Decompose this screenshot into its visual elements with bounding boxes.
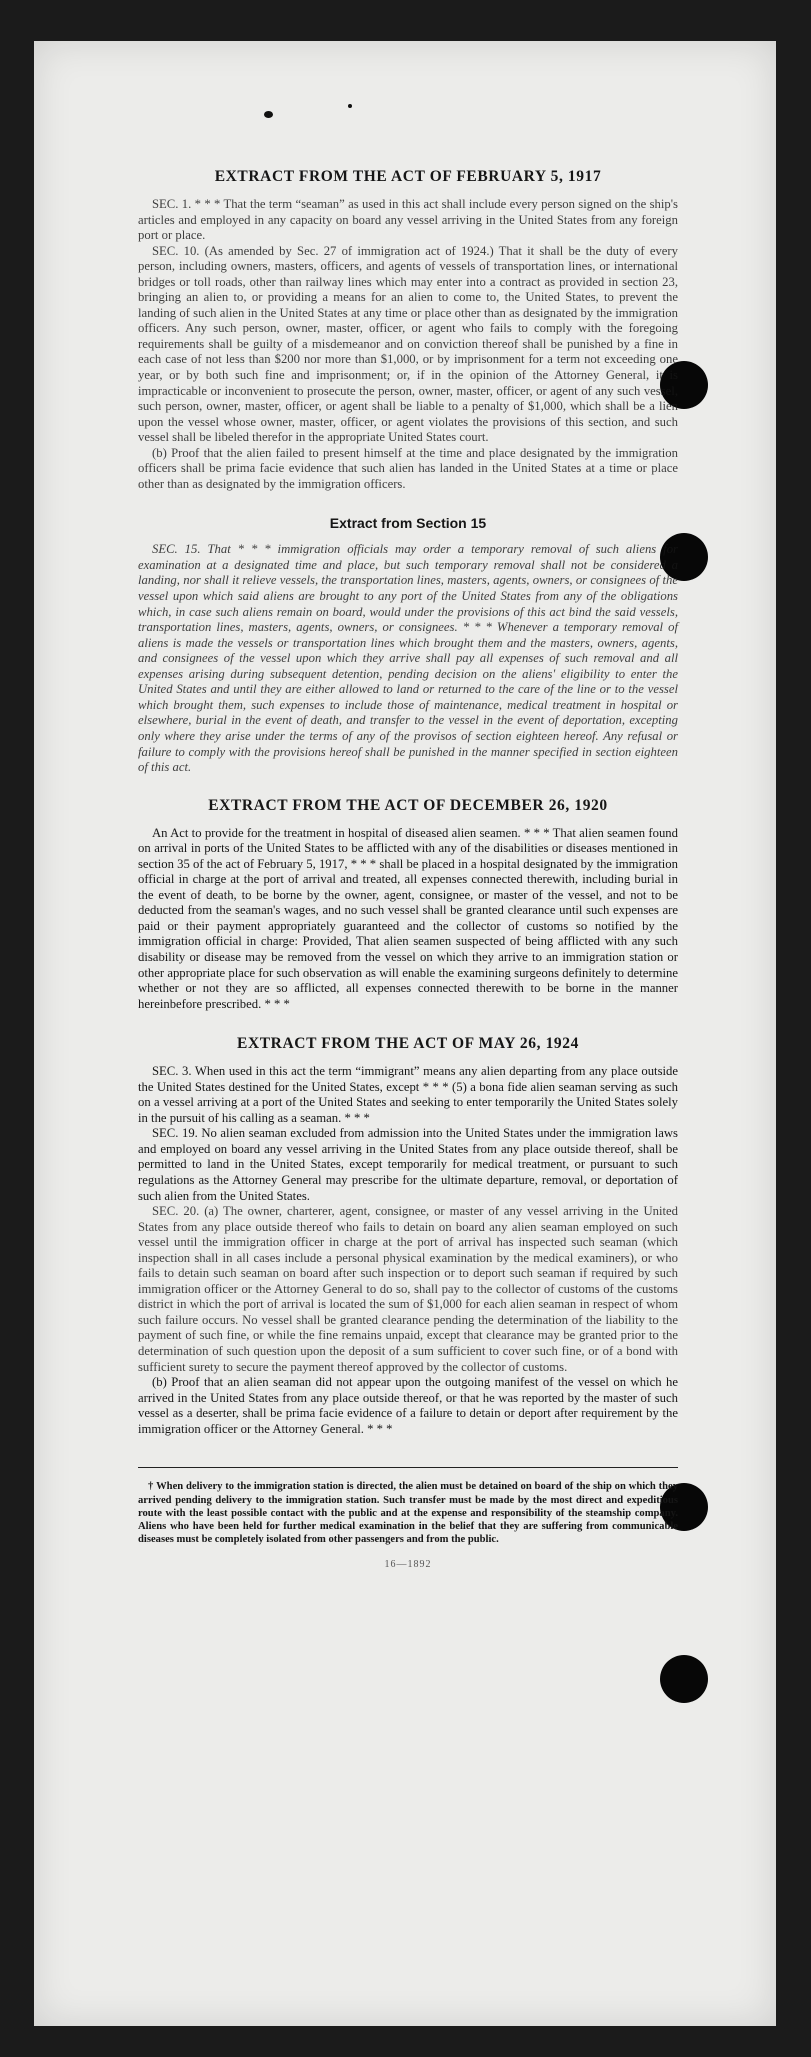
punch-hole (660, 1655, 708, 1703)
section-heading: EXTRACT FROM THE ACT OF MAY 26, 1924 (237, 1035, 579, 1053)
section-act-1917 (138, 167, 678, 492)
paragraph: SEC. 20. (a) The owner, charterer, agent, consignee, or master of any vessel arriving in the United States from any place outside thereof who fails to detain on board any alien seaman employed on such vessel until the immigration officer in charge at the port of arrival has inspected such seaman (which inspection shall in all cases include a personal physical examination by the medical examiners), or who fails to detain such seaman on board after such inspection or to deport such seaman if required by such immigration officer or the Attorney General to do so, shall pay to the collector of customs of the customs district in which the port of arrival is located the sum of $1,000 for each alien seaman in respect of whom such failure occurs. No vessel shall be granted clearance pending the determination of the liability to the payment of such fine, or while the fine remains unpaid, except that clearance may be granted prior to the determination of such question upon the deposit of a sum sufficient to cover such fine, or of a bond with sufficient surety to secure the payment thereof approved by the collector of customs. (138, 1204, 678, 1374)
page-code: 16—1892 (384, 1558, 432, 1570)
paragraph: SEC. 19. No alien seaman excluded from admission into the United States under the immigration laws and employed on board any vessel arriving in the United States from any place outside thereof, shall be permitted to land in the United States, except temporarily for medical treatment, or pursuant to such regulations as the Attorney General may prescribe for the ultimate departure, removal, or deportation of such alien from the United States. (138, 1126, 678, 1203)
section-extract-15 (138, 514, 678, 775)
section-heading: EXTRACT FROM THE ACT OF FEBRUARY 5, 1917 (214, 168, 602, 185)
section-heading: Extract from Section 15 (329, 515, 487, 532)
ink-speck (264, 111, 273, 118)
document-page (34, 41, 776, 2026)
section-act-1924 (138, 1034, 678, 1437)
paragraph: An Act to provide for the treatment in hospital of diseased alien seamen. * * * That alien seamen found on arrival in ports of the United States to be afflicted with any of the disabilities or diseases mentioned in section 35 of the act of February 5, 1917, * * * shall be placed in a hospital designated by the immigration official in charge at the port of arrival and treated, all expenses connected therewith, including burial in the event of death, to be borne by the owner, agent, consignee, or master of the vessel, and not to be deducted from the seaman's wages, and no such vessel shall be granted clearance until such expenses are paid or their payment appropriately guaranteed and the collector of customs so notified by the immigration official in charge: Provided, That alien seamen suspected of being afflicted with any such disability or disease may be removed from the vessel on which they arrive to an immigration station or other appropriate place for such observation as will enable the examining surgeons definitely to determine whether or not they are so afflicted, all expenses connected therewith to be borne in the manner hereinbefore prescribed. * * * (138, 825, 678, 1011)
paragraph: (b) Proof that the alien failed to present himself at the time and place designated by the immigration officers shall be prima facie evidence that such alien has landed in the United States at a time or place other than as designated by the immigration officers. (138, 445, 678, 491)
footnote-divider (138, 1467, 678, 1468)
paragraph: SEC. 3. When used in this act the term “immigrant” means any alien departing from any place outside the United States destined for the United States, except * * * (5) a bona fide alien seaman serving as such on a vessel arriving at a port of the United States and seeking to enter temporarily the United States solely in the pursuit of his calling as a seaman. * * * (138, 1064, 678, 1125)
paragraph: (b) Proof that an alien seaman did not appear upon the outgoing manifest of the vessel on which he arrived in the United States from any place outside thereof, or that he was reported by the master of such vessel as a deserter, shall be prima facie evidence of a failure to detain or deport after requirement by the immigration officer or the Attorney General. * * * (138, 1375, 678, 1436)
paragraph: SEC. 15. That * * * immigration officials may order a temporary removal of such aliens for examination at a designated time and place, but such temporary removal shall not be considered a landing, nor shall it relieve vessels, the transportation lines, masters, agents, owners, or consignees of the vessel upon which said aliens are brought to any port of the United States from any of the obligations which, in case such aliens remain on board, would under the provisions of this act bind the said vessels, transportation lines, masters, agents, owners, or consignees. * * * Whenever a temporary removal of aliens is made the vessels or transportation lines which brought them and the masters, owners, agents, and consignees of the vessel upon which they arrive shall pay all expenses of such removal and all expenses arising during subsequent detention, pending decision on the aliens' eligibility to enter the United States and until they are either allowed to land or returned to the care of the line or to the vessel which brought them, such expenses to include those of maintenance, medical treatment in hospital or elsewhere, burial in the event of death, and transfer to the vessel in the event of deportation, excepting only where they arise under the terms of any of the provisos of section eighteen hereof. Any refusal or failure to comply with the provisions hereof shall be punished in the manner specified in section eighteen of this act. (138, 542, 678, 775)
document-content (138, 167, 678, 1570)
paragraph: SEC. 1. * * * That the term “seaman” as used in this act shall include every person signed on the ship's articles and employed in any capacity on board any vessel arriving in the United States from any foreign port or place. (138, 197, 678, 243)
footnote: † When delivery to the immigration station is directed, the alien must be detained on board of the ship on which they arrived pending delivery to the immigration station. Such transfer must be made by the most direct and expeditious route with the least possible contact with the public and at the expense and responsibility of the steamship company. Aliens who have been held for further medical examination in the belief that they are suffering from communicable diseases must be completely isolated from other passengers and from the public. (138, 1481, 678, 1546)
ink-speck (348, 104, 352, 108)
paragraph: SEC. 10. (As amended by Sec. 27 of immigration act of 1924.) That it shall be the duty of every person, including owners, masters, officers, and agents of vessels of transportation lines, or international bridges or toll roads, other than railway lines which may enter into a contract as provided in section 23, bringing an alien to, or providing a means for an alien to come to, the United States, to prevent the landing of such alien in the United States at any time or place other than as designated by the immigration officers. Any such person, owner, master, officer, or agent who fails to comply with the foregoing requirements shall be guilty of a misdemeanor and on conviction thereof shall be punished by a fine in each case of not less than $200 nor more than $1,000, or by imprisonment for a term not exceeding one year, or by both such fine and imprisonment; or, if in the opinion of the Attorney General, it is impracticable or inconvenient to prosecute the person, owner, master, officer, or agent of any such vessel, such person, owner, master, officer, or agent shall be liable to a penalty of $1,000, which shall be a lien upon the vessel whose owner, master, officer, or agent violates the provisions of this section, and such vessel shall be libeled therefor in the appropriate United States court. (138, 243, 678, 445)
section-heading: EXTRACT FROM THE ACT OF DECEMBER 26, 1920 (208, 796, 608, 814)
section-act-1920 (138, 796, 678, 1013)
